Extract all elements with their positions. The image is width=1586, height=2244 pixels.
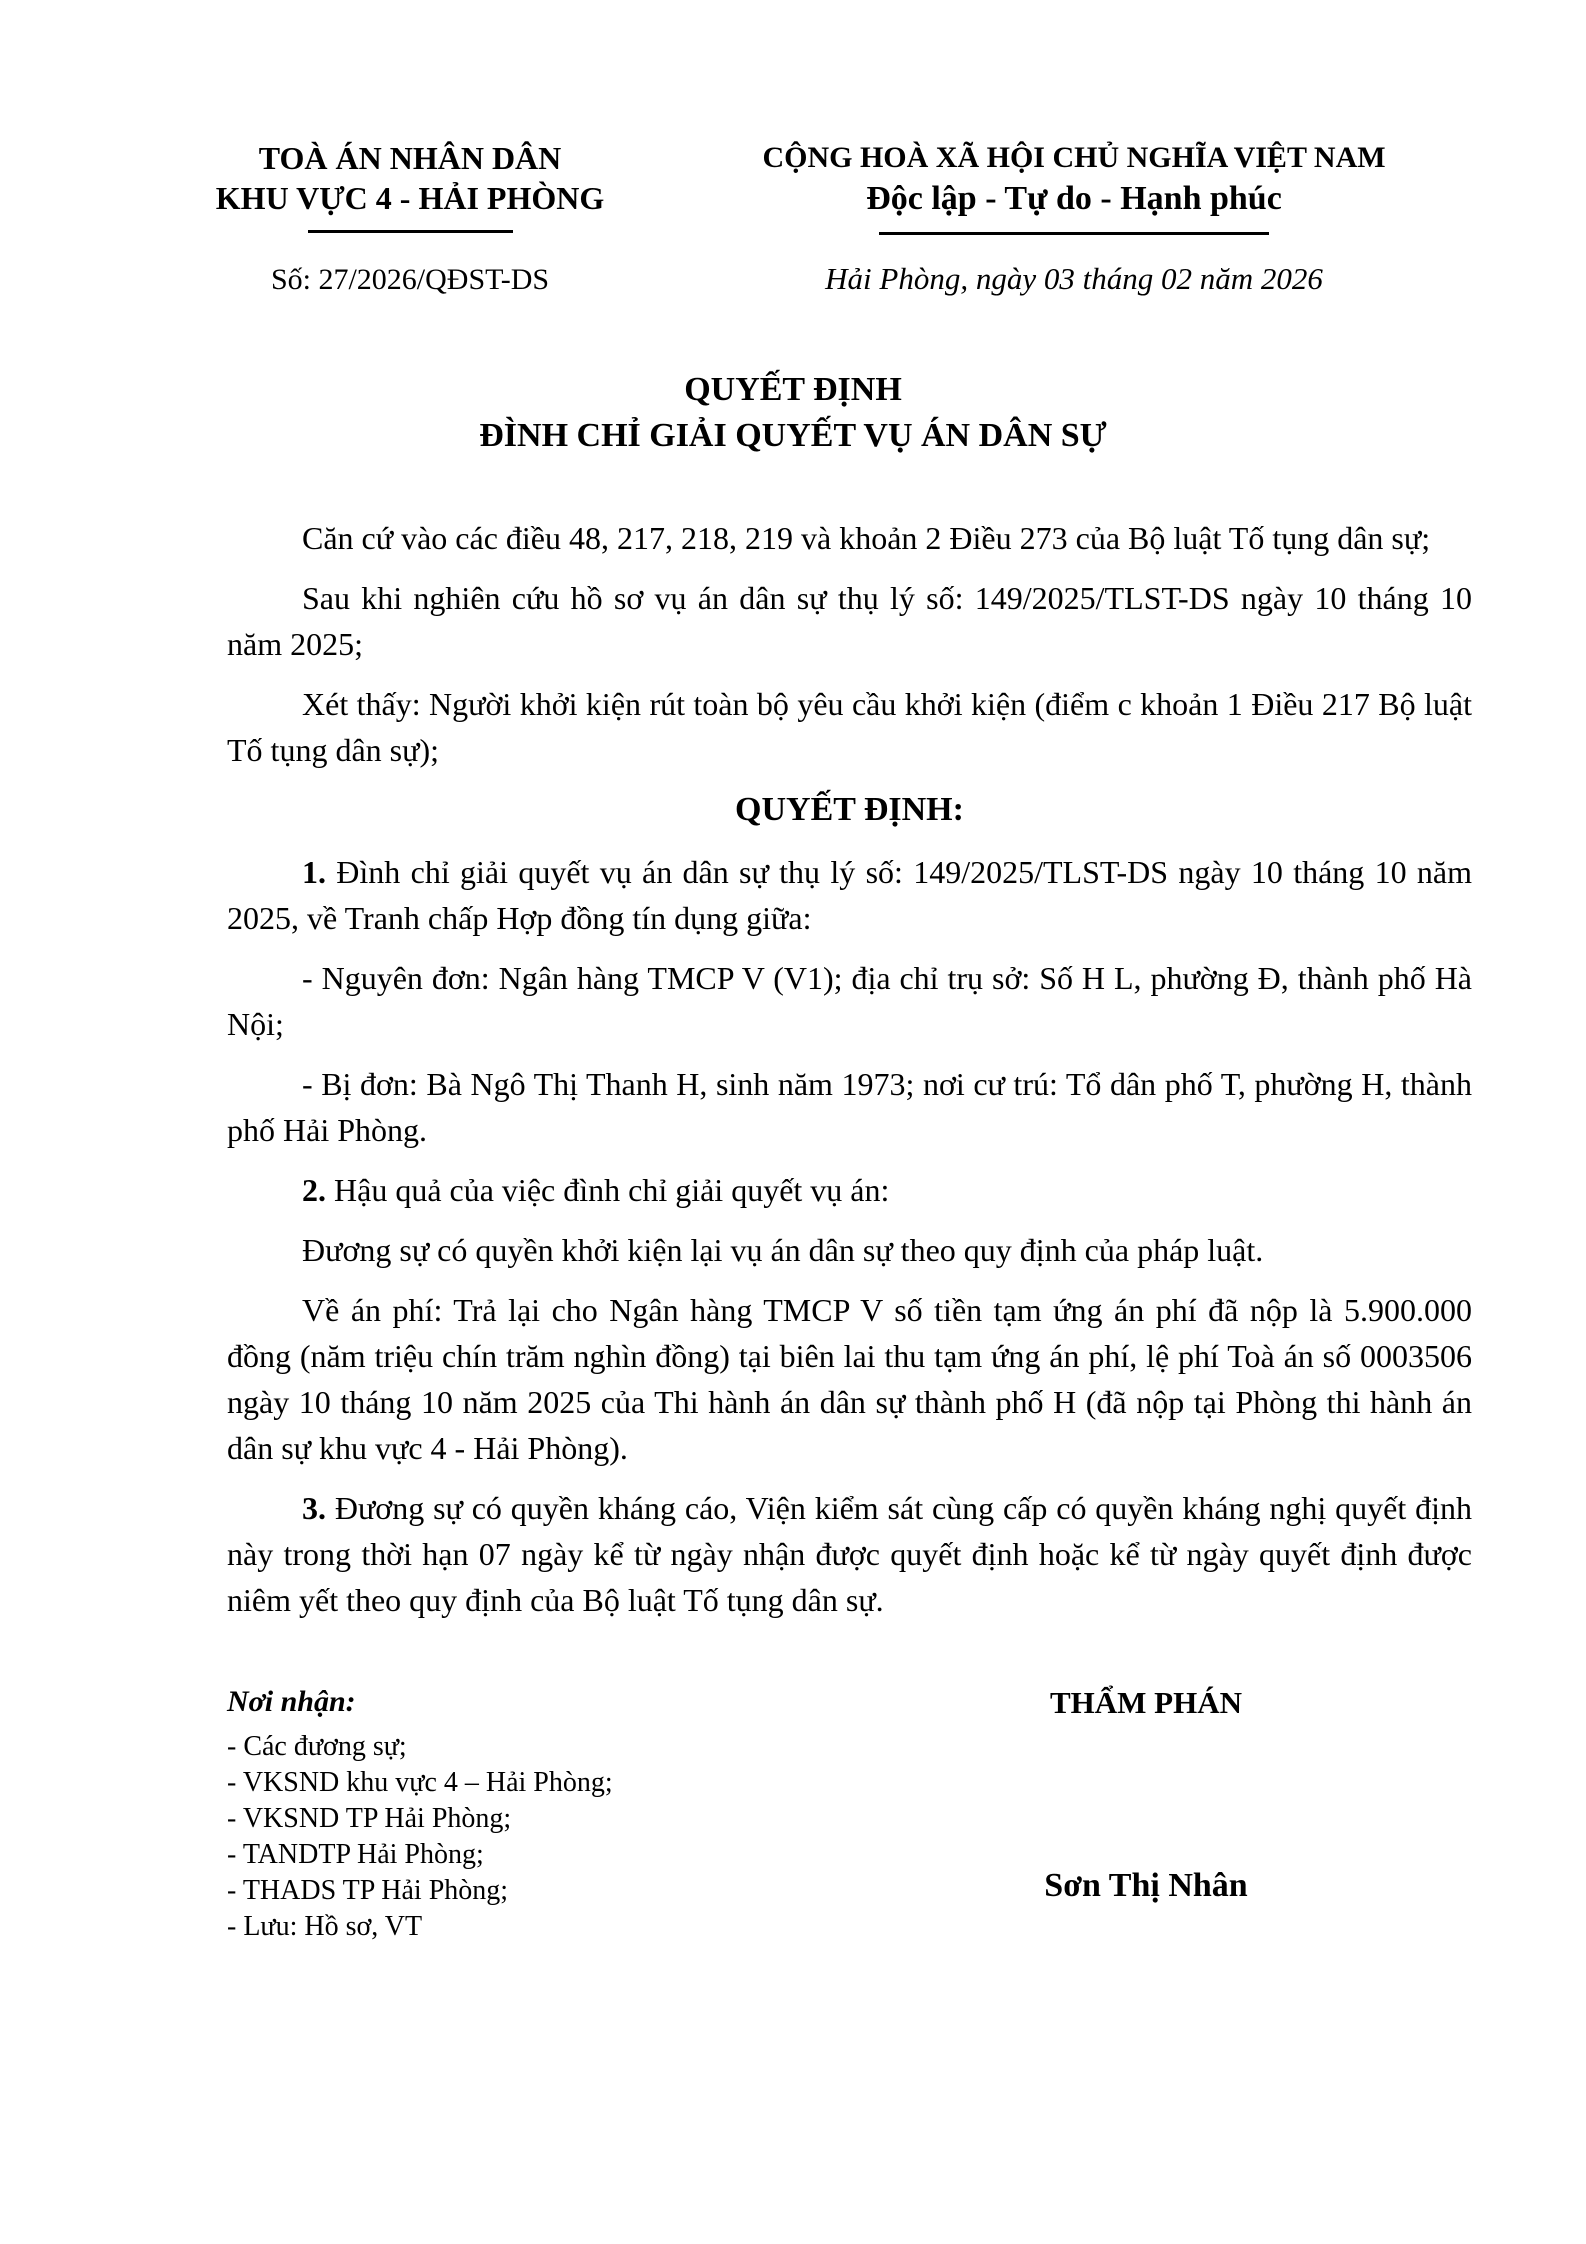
right-header-rule bbox=[879, 232, 1269, 235]
party-paragraph bbox=[227, 1061, 1472, 1153]
place-date-line: Hải Phòng, ngày 03 tháng 02 năm 2026 bbox=[825, 261, 1323, 296]
article-text: Đương sự có quyền khởi kiện lại vụ án dân sự theo quy định của pháp luật. bbox=[302, 1232, 1264, 1268]
document-body bbox=[0, 515, 1586, 1623]
issuing-authority-block bbox=[150, 138, 670, 297]
article-number: 3. bbox=[302, 1490, 326, 1526]
article-text: - Nguyên đơn: Ngân hàng TMCP V (V1); địa chỉ trụ sở: Số H L, phường Đ, thành phố Hà Nội; bbox=[227, 960, 1472, 1042]
signer-name: Sơn Thị Nhân bbox=[1044, 1867, 1248, 1904]
recipients-label: Nơi nhận: bbox=[227, 1685, 356, 1718]
article-paragraph bbox=[227, 1227, 1472, 1273]
article-paragraph bbox=[227, 1167, 1472, 1213]
document-title bbox=[0, 367, 1586, 459]
recipient-item: - Lưu: Hồ sơ, VT bbox=[227, 1911, 423, 1942]
national-motto-block bbox=[674, 138, 1474, 297]
court-region: KHU VỰC 4 - HẢI PHÒNG bbox=[215, 180, 605, 216]
article-text: Hậu quả của việc đình chỉ giải quyết vụ án: bbox=[326, 1172, 890, 1208]
preamble-paragraph: Xét thấy: Người khởi kiện rút toàn bộ yêu cầu khởi kiện (điểm c khoản 1 Điều 217 Bộ luật Tố tụng dân sự); bbox=[227, 686, 1472, 768]
decision-heading: QUYẾT ĐỊNH: bbox=[735, 791, 964, 828]
document-footer bbox=[0, 1685, 1586, 1945]
signature-block bbox=[926, 1685, 1366, 1945]
title-line-2: ĐÌNH CHỈ GIẢI QUYẾT VỤ ÁN DÂN SỰ bbox=[479, 417, 1107, 454]
article-number: 1. bbox=[302, 854, 326, 890]
article-text: - Bị đơn: Bà Ngô Thị Thanh H, sinh năm 1973; nơi cư trú: Tổ dân phố T, phường H, thành phố Hải Phòng. bbox=[227, 1066, 1472, 1148]
document-number: Số: 27/2026/QĐST-DS bbox=[270, 263, 550, 296]
preamble-paragraph: Sau khi nghiên cứu hồ sơ vụ án dân sự thụ lý số: 149/2025/TLST-DS ngày 10 tháng 10 năm 2025; bbox=[227, 580, 1472, 662]
left-header-rule bbox=[308, 230, 513, 233]
article-number: 2. bbox=[302, 1172, 326, 1208]
article-paragraph bbox=[227, 849, 1472, 941]
article-text: Đương sự có quyền kháng cáo, Viện kiểm sát cùng cấp có quyền kháng nghị quyết định này trong thời hạn 07 ngày kể từ ngày nhận được quyết định hoặc kể từ ngày quyết định được niêm yết theo quy định của Bộ luật Tố tụng dân sự. bbox=[227, 1490, 1472, 1618]
title-line-1: QUYẾT ĐỊNH bbox=[684, 371, 902, 408]
court-name: TOÀ ÁN NHÂN DÂN bbox=[258, 140, 562, 176]
recipients-block bbox=[227, 1685, 926, 1945]
document-header bbox=[0, 138, 1586, 297]
preamble-paragraph: Căn cứ vào các điều 48, 217, 218, 219 và khoản 2 Điều 273 của Bộ luật Tố tụng dân sự; bbox=[302, 520, 1431, 556]
article-paragraph bbox=[227, 1485, 1472, 1623]
recipient-item: - Các đương sự; bbox=[227, 1731, 407, 1762]
recipient-item: - VKSND khu vực 4 – Hải Phòng; bbox=[227, 1767, 613, 1798]
recipient-item: - TANDTP Hải Phòng; bbox=[227, 1839, 484, 1870]
motto-line: Độc lập - Tự do - Hạnh phúc bbox=[866, 180, 1282, 217]
recipient-item: - VKSND TP Hải Phòng; bbox=[227, 1803, 512, 1834]
recipient-item: - THADS TP Hải Phòng; bbox=[227, 1875, 509, 1906]
party-paragraph bbox=[227, 955, 1472, 1047]
article-text: Đình chỉ giải quyết vụ án dân sự thụ lý số: 149/2025/TLST-DS ngày 10 tháng 10 năm 2025, về Tranh chấp Hợp đồng tín dụng giữa: bbox=[227, 854, 1472, 936]
article-text: Về án phí: Trả lại cho Ngân hàng TMCP V số tiền tạm ứng án phí đã nộp là 5.900.000 đồng (năm triệu chín trăm nghìn đồng) tại biên lai thu tạm ứng án phí, lệ phí Toà án số 0003506 ngày 10 tháng 10 năm 2025 của Thi hành án dân sự thành phố H (đã nộp tại Phòng thi hành án dân sự khu vực 4 - Hải Phòng). bbox=[227, 1292, 1472, 1466]
republic-title: CỘNG HOÀ XÃ HỘI CHỦ NGHĨA VIỆT NAM bbox=[762, 141, 1386, 174]
signer-title: THẨM PHÁN bbox=[1049, 1685, 1242, 1720]
article-paragraph bbox=[227, 1287, 1472, 1471]
